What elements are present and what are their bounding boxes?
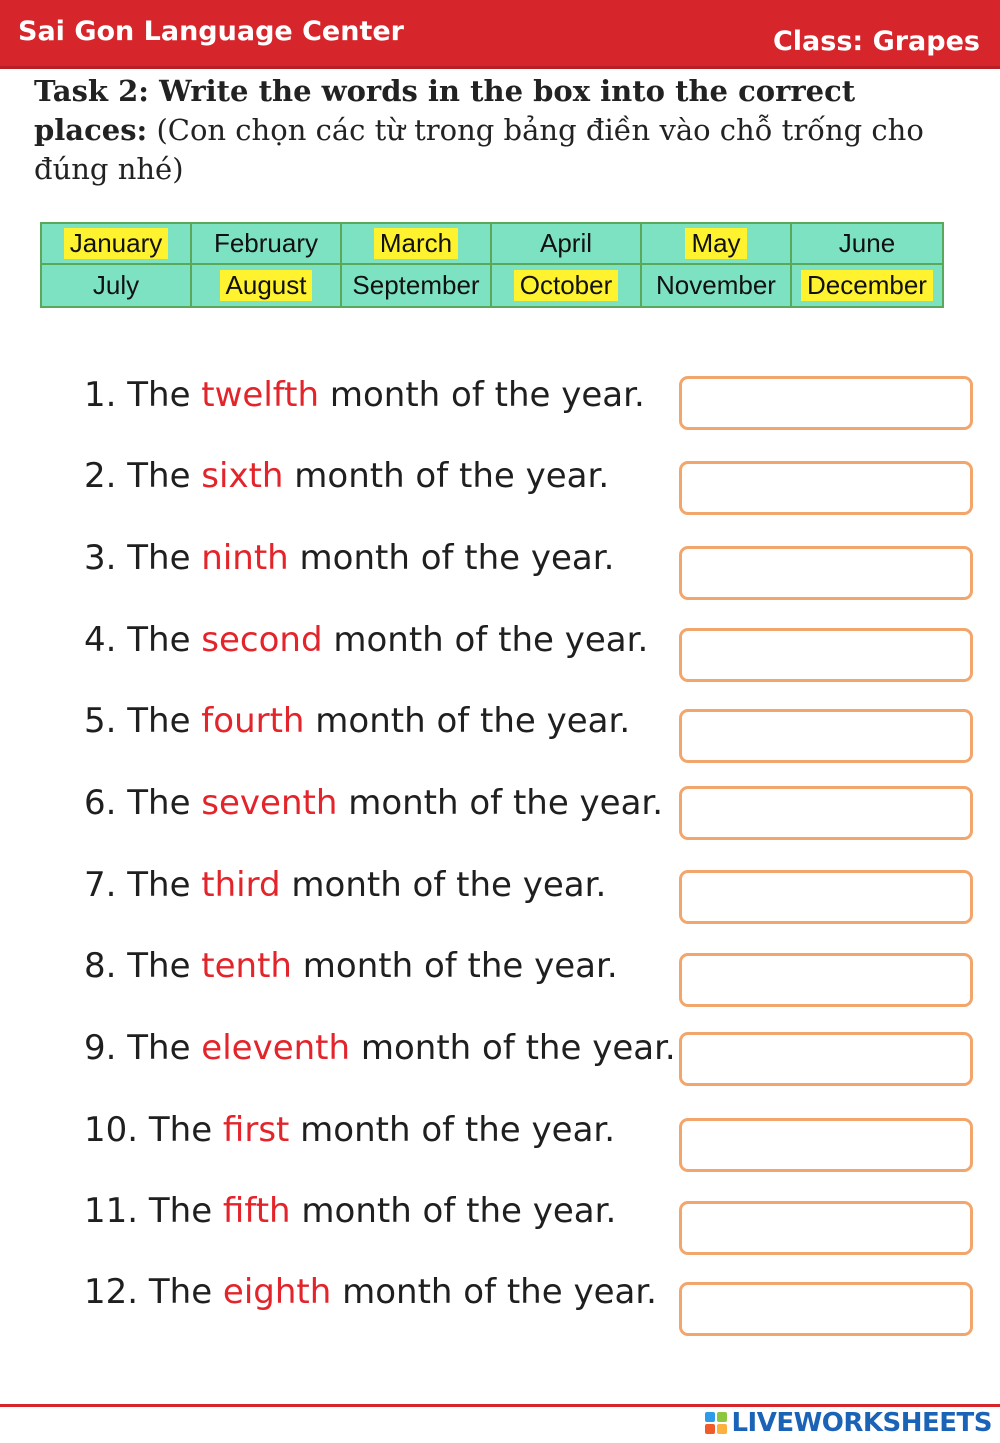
- question-suffix: month of the year.: [331, 1272, 657, 1312]
- question-ordinal: fifth: [222, 1191, 291, 1231]
- question-ordinal: fourth: [201, 701, 305, 741]
- question-ordinal: ninth: [201, 538, 289, 578]
- word-cell: [492, 224, 642, 265]
- word-label: July: [87, 270, 145, 301]
- question-suffix: month of the year.: [322, 620, 649, 660]
- answer-box[interactable]: [679, 546, 973, 600]
- question-text: [84, 865, 606, 905]
- answer-box[interactable]: [679, 1032, 973, 1086]
- word-cell: [192, 224, 342, 265]
- question-prefix: 4. The: [84, 620, 202, 660]
- footer-divider: [0, 1404, 1000, 1407]
- task-vietnamese-instruction: (Con chọn các từ trong bảng điền vào chỗ trống cho đúng nhé): [34, 113, 924, 186]
- answer-box[interactable]: [679, 1201, 973, 1255]
- logo-text: LIVEWORKSHEETS: [731, 1408, 992, 1438]
- word-cell: [642, 265, 792, 306]
- answer-box[interactable]: [679, 1282, 973, 1336]
- question-prefix: 11. The: [84, 1191, 223, 1231]
- question-ordinal: twelfth: [201, 375, 320, 415]
- question-text: [84, 783, 663, 823]
- task-instructions: [34, 72, 964, 189]
- question-suffix: month of the year.: [290, 1191, 617, 1231]
- word-cell: [192, 265, 342, 306]
- answer-box[interactable]: [679, 376, 973, 430]
- question-prefix: 1. The: [84, 375, 202, 415]
- question-ordinal: sixth: [201, 456, 284, 496]
- word-label: October: [514, 270, 619, 301]
- answer-box[interactable]: [679, 1118, 973, 1172]
- question-ordinal: third: [201, 865, 281, 905]
- question-text: [84, 946, 618, 986]
- word-label: May: [685, 228, 746, 259]
- word-cell: [42, 224, 192, 265]
- question-prefix: 8. The: [84, 946, 202, 986]
- question-ordinal: tenth: [201, 946, 292, 986]
- question-ordinal: eleventh: [201, 1028, 351, 1068]
- word-label: January: [64, 228, 169, 259]
- word-cell: [492, 265, 642, 306]
- question-text: [84, 375, 645, 415]
- question-ordinal: first: [222, 1110, 290, 1150]
- question-text: [84, 538, 614, 578]
- word-cell: [342, 265, 492, 306]
- word-label: June: [833, 228, 901, 259]
- question-text: [84, 1272, 657, 1312]
- question-text: [84, 1028, 676, 1068]
- word-cell: [42, 265, 192, 306]
- question-suffix: month of the year.: [288, 538, 615, 578]
- question-prefix: 7. The: [84, 865, 202, 905]
- word-cell: [342, 224, 492, 265]
- word-label: February: [208, 228, 324, 259]
- word-label: November: [650, 270, 782, 301]
- question-text: [84, 1110, 615, 1150]
- question-text: [84, 456, 609, 496]
- question-prefix: 9. The: [84, 1028, 202, 1068]
- answer-box[interactable]: [679, 709, 973, 763]
- header-bar: [0, 0, 1000, 66]
- liveworksheets-logo: [705, 1408, 992, 1438]
- question-suffix: month of the year.: [289, 1110, 616, 1150]
- question-ordinal: second: [201, 620, 323, 660]
- question-prefix: 10. The: [84, 1110, 223, 1150]
- word-label: September: [346, 270, 485, 301]
- question-suffix: month of the year.: [337, 783, 664, 823]
- word-box: [40, 222, 944, 308]
- word-label: August: [220, 270, 313, 301]
- question-suffix: month of the year.: [319, 375, 645, 415]
- question-text: [84, 701, 630, 741]
- center-name: Sai Gon Language Center: [18, 16, 404, 47]
- word-cell: [642, 224, 792, 265]
- question-text: [84, 1191, 616, 1231]
- answer-box[interactable]: [679, 628, 973, 682]
- header-divider: [0, 66, 1000, 69]
- question-ordinal: seventh: [201, 783, 338, 823]
- word-label: April: [534, 228, 598, 259]
- answer-box[interactable]: [679, 786, 973, 840]
- task-label: Task 2: Write the words in the box into the correct places:: [34, 74, 856, 147]
- word-cell: [792, 265, 942, 306]
- question-suffix: month of the year.: [291, 946, 618, 986]
- answer-box[interactable]: [679, 870, 973, 924]
- question-suffix: month of the year.: [304, 701, 631, 741]
- question-suffix: month of the year.: [283, 456, 610, 496]
- answer-box[interactable]: [679, 461, 973, 515]
- question-suffix: month of the year.: [350, 1028, 676, 1068]
- answer-box[interactable]: [679, 953, 973, 1007]
- class-name: Class: Grapes: [772, 26, 980, 57]
- word-cell: [792, 224, 942, 265]
- liveworksheets-logo-icon: [705, 1412, 727, 1434]
- word-label: December: [801, 270, 933, 301]
- word-label: March: [374, 228, 458, 259]
- question-prefix: 2. The: [84, 456, 202, 496]
- question-ordinal: eighth: [222, 1272, 332, 1312]
- question-prefix: 12. The: [84, 1272, 223, 1312]
- question-prefix: 3. The: [84, 538, 202, 578]
- question-prefix: 5. The: [84, 701, 202, 741]
- question-text: [84, 620, 648, 660]
- question-suffix: month of the year.: [280, 865, 607, 905]
- question-prefix: 6. The: [84, 783, 202, 823]
